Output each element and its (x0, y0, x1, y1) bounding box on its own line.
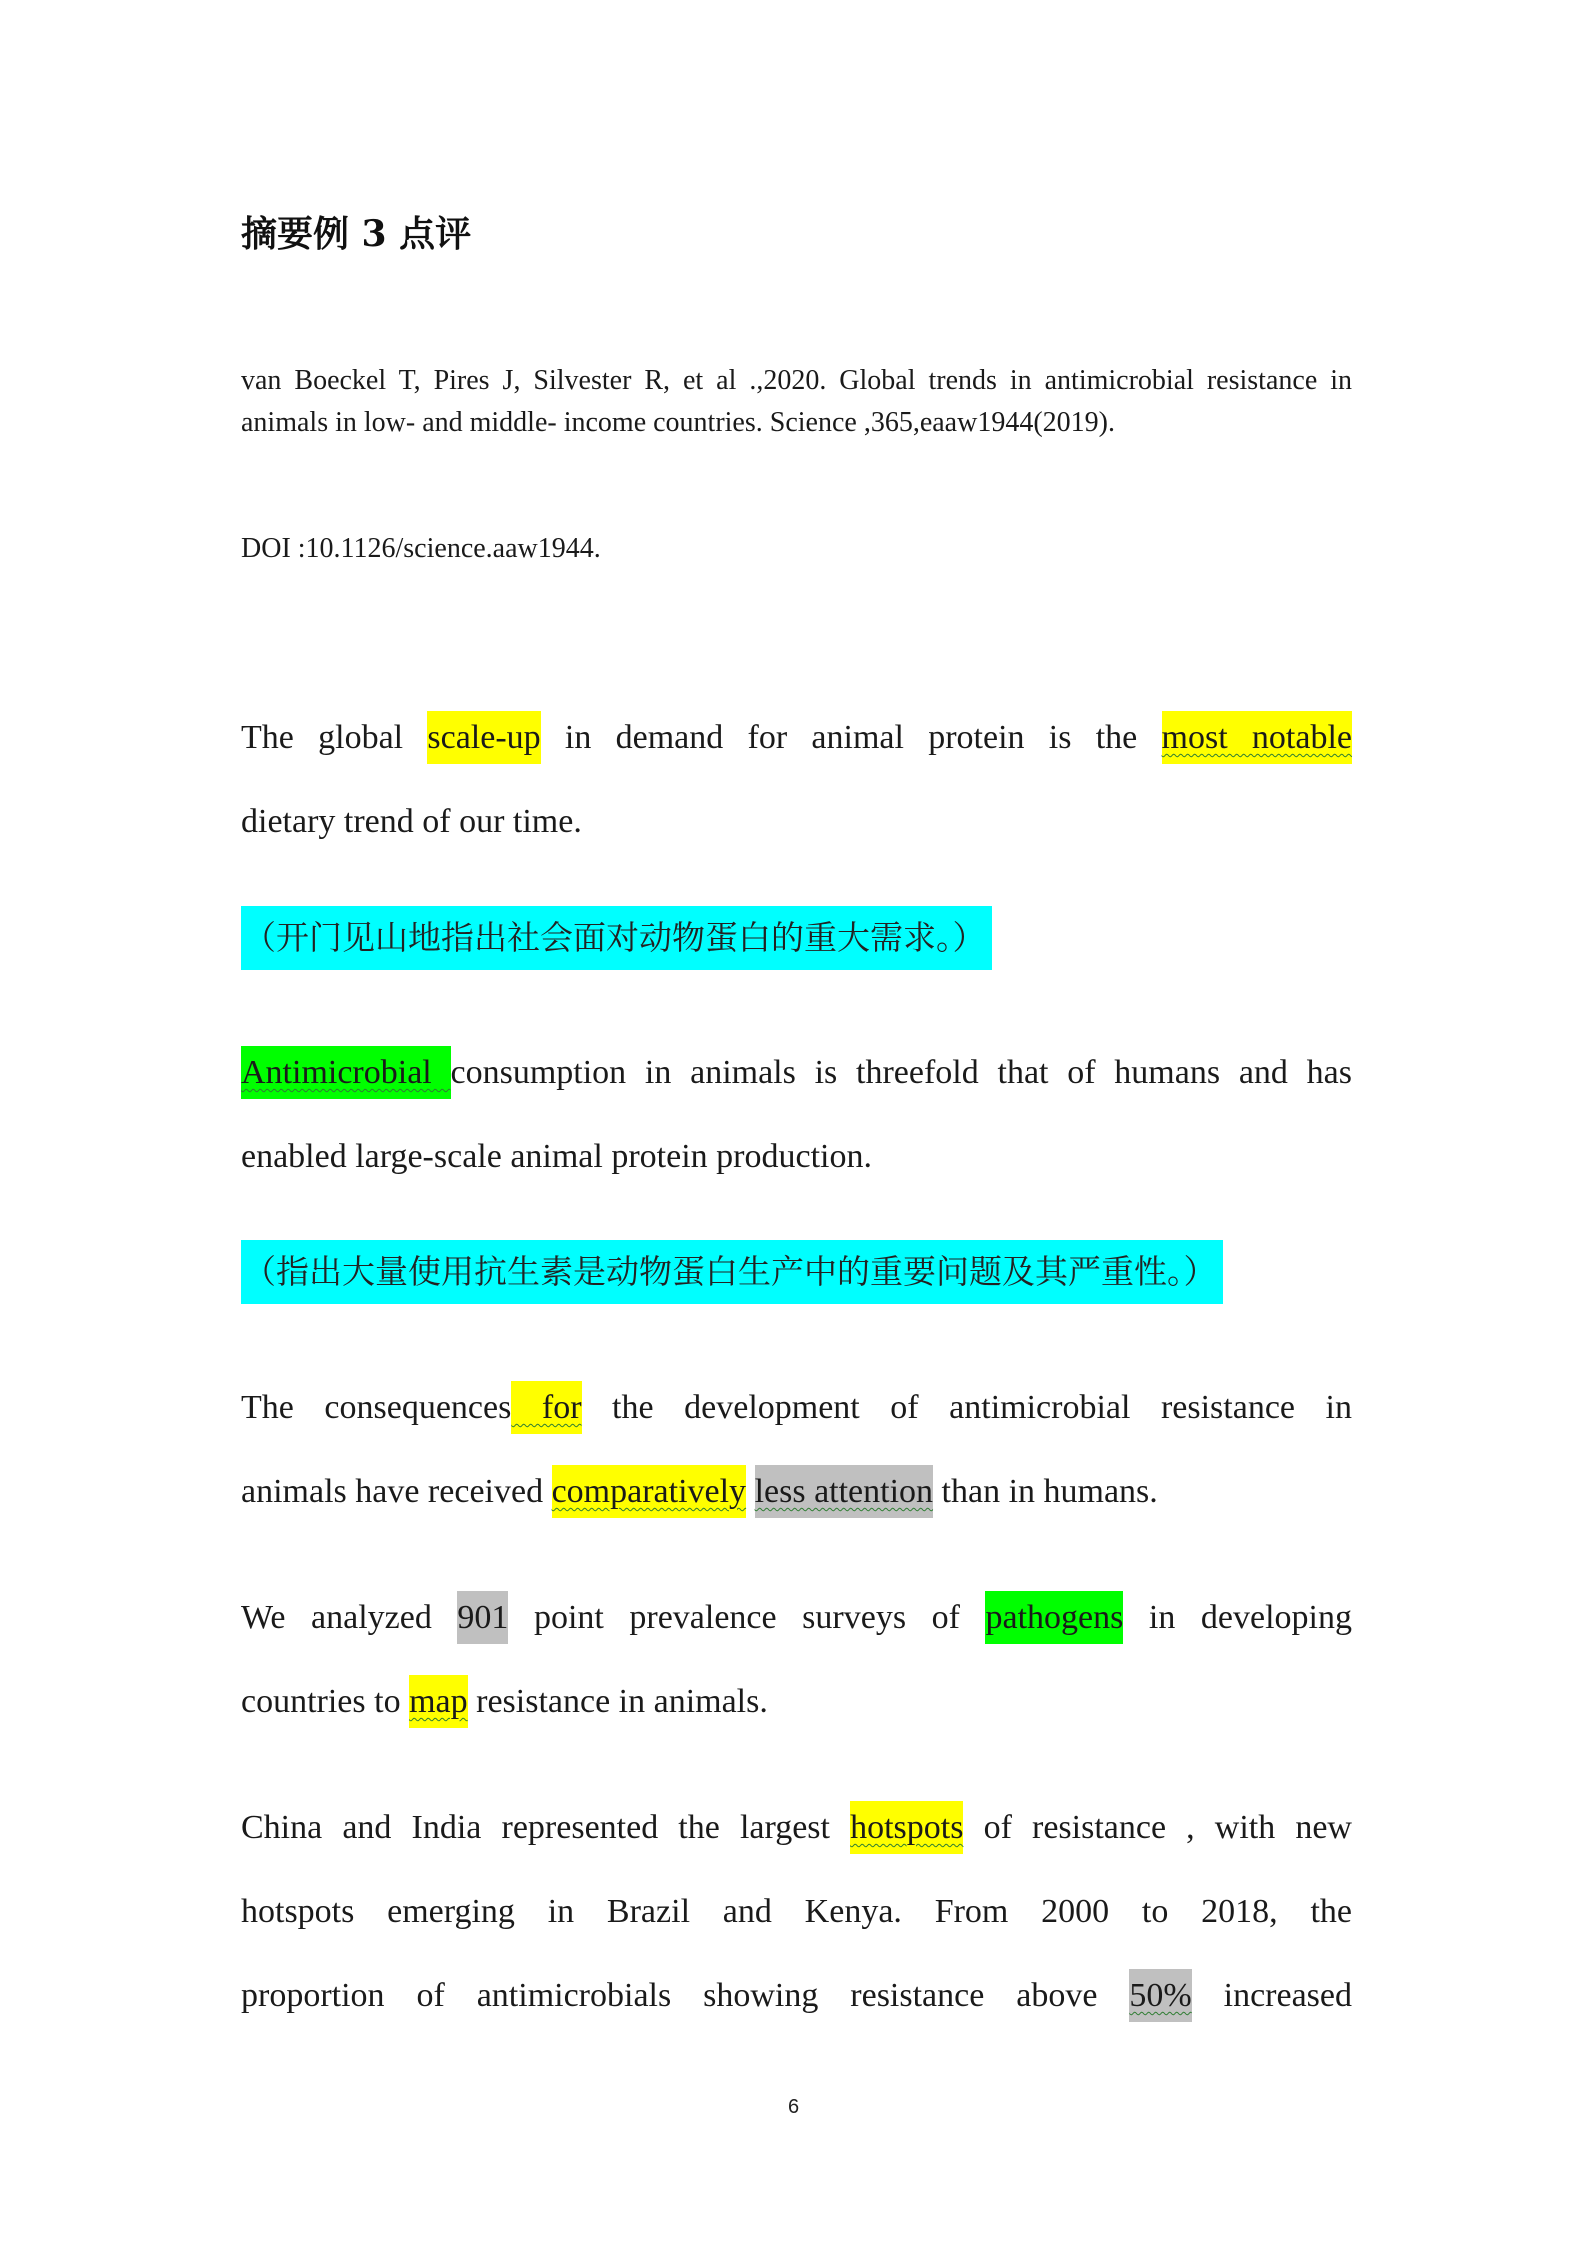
paragraph-2-line-2: enabled large-scale animal protein production. (241, 1138, 872, 1175)
text-run: of resistance , with new (963, 1809, 1352, 1846)
paragraph-5-line-3 (241, 1954, 1352, 2038)
text-run: point prevalence surveys of (508, 1599, 986, 1636)
reference-doi: DOI :10.1126/science.aaw1944. (241, 533, 601, 564)
text-run: the development of antimicrobial resistance in (581, 1389, 1352, 1426)
highlight-scale-up: scale-up (427, 711, 540, 764)
highlight-antimicrobial: Antimicrobial (241, 1046, 451, 1099)
paragraph-5-line-1 (241, 1786, 1352, 1870)
paragraph-5-line-2: hotspots emerging in Brazil and Kenya. From 2000 to 2018, the (241, 1893, 1352, 1930)
reference-citation: van Boeckel T, Pires J, Silvester R, et al .,2020. Global trends in antimicrobial resistance in animals in low- and middle- income countries. Science ,365,eaaw1944(2019). (241, 365, 1352, 438)
paragraph-3-line-2 (241, 1450, 1352, 1534)
text-run: The consequences (241, 1389, 512, 1426)
paragraph-1-line-2: dietary trend of our time. (241, 803, 582, 840)
text-run: countries to (241, 1683, 410, 1720)
text-run: resistance in animals. (467, 1683, 768, 1720)
text-run: The global (241, 719, 428, 756)
comment-box-2: （指出大量使用抗生素是动物蛋白生产中的重要问题及其严重性。） (241, 1240, 1223, 1304)
page-number: 6 (787, 2096, 800, 2118)
highlight-for: for (511, 1381, 581, 1434)
paragraph-2-line-1 (241, 1031, 1352, 1115)
paragraph-4-line-1 (241, 1576, 1352, 1660)
text-run: We analyzed (241, 1599, 458, 1636)
text-run: proportion of antimicrobials showing resistance above (241, 1977, 1130, 2014)
text-run: in developing (1123, 1599, 1352, 1636)
text-run: animals have received (241, 1473, 552, 1510)
text-run: in demand for animal protein is the (540, 719, 1162, 756)
paragraph-3-line-1 (241, 1366, 1352, 1450)
paragraph-4-line-2 (241, 1660, 1352, 1744)
text-run: increased (1191, 1977, 1352, 2014)
highlight-50-percent: 50% (1129, 1969, 1191, 2022)
highlight-most-notable: most notable (1162, 711, 1352, 764)
highlight-hotspots: hotspots (850, 1801, 963, 1854)
highlight-pathogens: pathogens (985, 1591, 1123, 1644)
highlight-comparatively: comparatively (552, 1465, 746, 1518)
highlight-901: 901 (457, 1591, 508, 1644)
text-run (746, 1473, 755, 1510)
highlight-less-attention: less attention (755, 1465, 933, 1518)
text-run: consumption in animals is threefold that of humans and has (450, 1054, 1352, 1091)
text-run: China and India represented the largest (241, 1809, 851, 1846)
section-heading: 摘要例 3 点评 (241, 213, 472, 255)
comment-box-1: （开门见山地指出社会面对动物蛋白的重大需求。） (241, 906, 992, 970)
highlight-map: map (409, 1675, 468, 1728)
paragraph-1-line-1 (241, 696, 1352, 780)
text-run: than in humans. (933, 1473, 1158, 1510)
